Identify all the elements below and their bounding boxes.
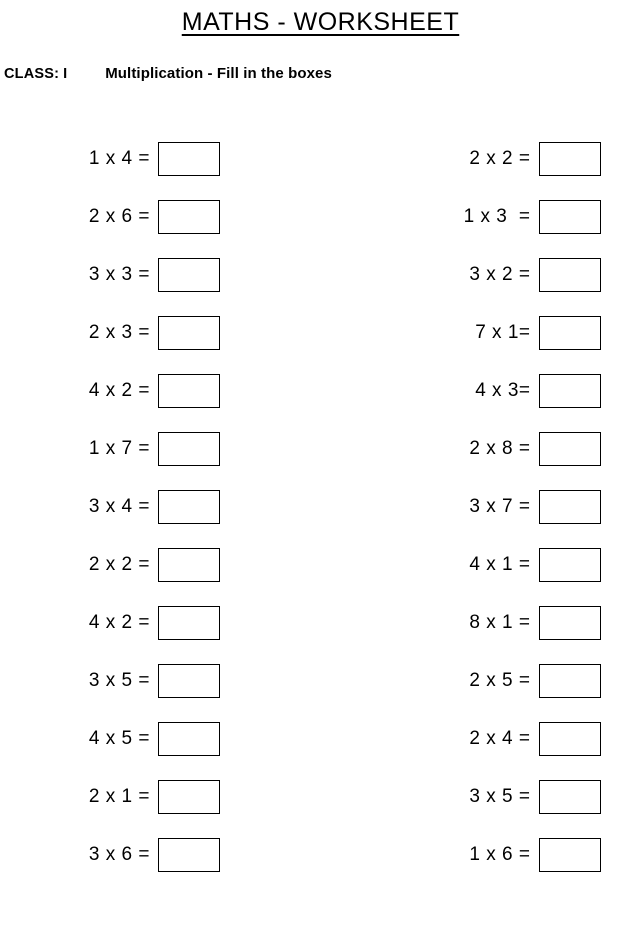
answer-box[interactable]	[539, 432, 601, 466]
problem-row	[58, 362, 321, 420]
right-problem-column	[321, 130, 641, 884]
answer-box[interactable]	[539, 606, 601, 640]
page-title: MATHS - WORKSHEET	[181, 8, 460, 36]
problem-expression: 4 x 1 =	[469, 554, 531, 575]
answer-box[interactable]	[158, 142, 220, 176]
answer-box[interactable]	[158, 838, 220, 872]
problem-row	[439, 652, 641, 710]
problem-row	[58, 826, 321, 884]
problem-row	[439, 768, 641, 826]
problem-expression: 8 x 1 =	[469, 612, 531, 633]
problem-expression: 3 x 4 =	[88, 496, 150, 517]
answer-box[interactable]	[158, 722, 220, 756]
problem-row	[58, 188, 321, 246]
problem-expression: 3 x 7 =	[469, 496, 531, 517]
problem-expression: 2 x 2 =	[469, 148, 531, 169]
problem-columns	[0, 82, 641, 884]
answer-box[interactable]	[539, 316, 601, 350]
answer-box[interactable]	[158, 374, 220, 408]
problem-expression: 2 x 4 =	[469, 728, 531, 749]
answer-box[interactable]	[158, 258, 220, 292]
answer-box[interactable]	[539, 838, 601, 872]
problem-expression: 4 x 5 =	[88, 728, 150, 749]
problem-row	[439, 420, 641, 478]
problem-row	[439, 710, 641, 768]
problem-expression: 2 x 8 =	[469, 438, 531, 459]
problem-expression: 3 x 3 =	[88, 264, 150, 285]
problem-expression: 1 x 7 =	[88, 438, 150, 459]
problem-expression: 3 x 2 =	[469, 264, 531, 285]
answer-box[interactable]	[158, 316, 220, 350]
problem-row	[439, 478, 641, 536]
class-label: CLASS:	[4, 66, 60, 82]
subject-instruction: Multiplication - Fill in the boxes	[105, 65, 332, 82]
answer-box[interactable]	[158, 780, 220, 814]
problem-row	[439, 594, 641, 652]
left-problem-column	[0, 130, 321, 884]
problem-expression: 2 x 2 =	[88, 554, 150, 575]
problem-row	[439, 188, 641, 246]
problem-row	[58, 768, 321, 826]
problem-expression: 1 x 3 =	[463, 206, 531, 227]
problem-row	[58, 420, 321, 478]
answer-box[interactable]	[539, 258, 601, 292]
answer-box[interactable]	[158, 606, 220, 640]
problem-row	[58, 594, 321, 652]
problem-row	[58, 246, 321, 304]
answer-box[interactable]	[539, 490, 601, 524]
answer-box[interactable]	[158, 200, 220, 234]
problem-expression: 2 x 6 =	[88, 206, 150, 227]
problem-row	[58, 130, 321, 188]
answer-box[interactable]	[539, 722, 601, 756]
problem-expression: 1 x 4 =	[88, 148, 150, 169]
problem-expression: 2 x 3 =	[88, 322, 150, 343]
answer-box[interactable]	[158, 664, 220, 698]
answer-box[interactable]	[539, 374, 601, 408]
problem-row	[58, 710, 321, 768]
problem-expression: 4 x 2 =	[88, 612, 150, 633]
answer-box[interactable]	[158, 548, 220, 582]
problem-row	[58, 652, 321, 710]
problem-expression: 2 x 1 =	[88, 786, 150, 807]
problem-row	[58, 536, 321, 594]
answer-box[interactable]	[539, 780, 601, 814]
problem-row	[439, 246, 641, 304]
answer-box[interactable]	[158, 490, 220, 524]
answer-box[interactable]	[539, 142, 601, 176]
answer-box[interactable]	[539, 664, 601, 698]
problem-row	[58, 304, 321, 362]
problem-expression: 3 x 5 =	[469, 786, 531, 807]
problem-expression: 4 x 2 =	[88, 380, 150, 401]
answer-box[interactable]	[539, 200, 601, 234]
problem-row	[439, 362, 641, 420]
problem-row	[439, 536, 641, 594]
problem-expression: 1 x 6 =	[469, 844, 531, 865]
problem-expression: 4 x 3=	[475, 380, 531, 401]
problem-expression: 3 x 6 =	[88, 844, 150, 865]
worksheet-subheader	[0, 37, 641, 82]
problem-expression: 3 x 5 =	[88, 670, 150, 691]
answer-box[interactable]	[158, 432, 220, 466]
problem-row	[439, 130, 641, 188]
class-value: I	[63, 66, 68, 82]
problem-expression: 7 x 1=	[475, 322, 531, 343]
answer-box[interactable]	[539, 548, 601, 582]
problem-expression: 2 x 5 =	[469, 670, 531, 691]
problem-row	[58, 478, 321, 536]
problem-row	[439, 304, 641, 362]
problem-row	[439, 826, 641, 884]
